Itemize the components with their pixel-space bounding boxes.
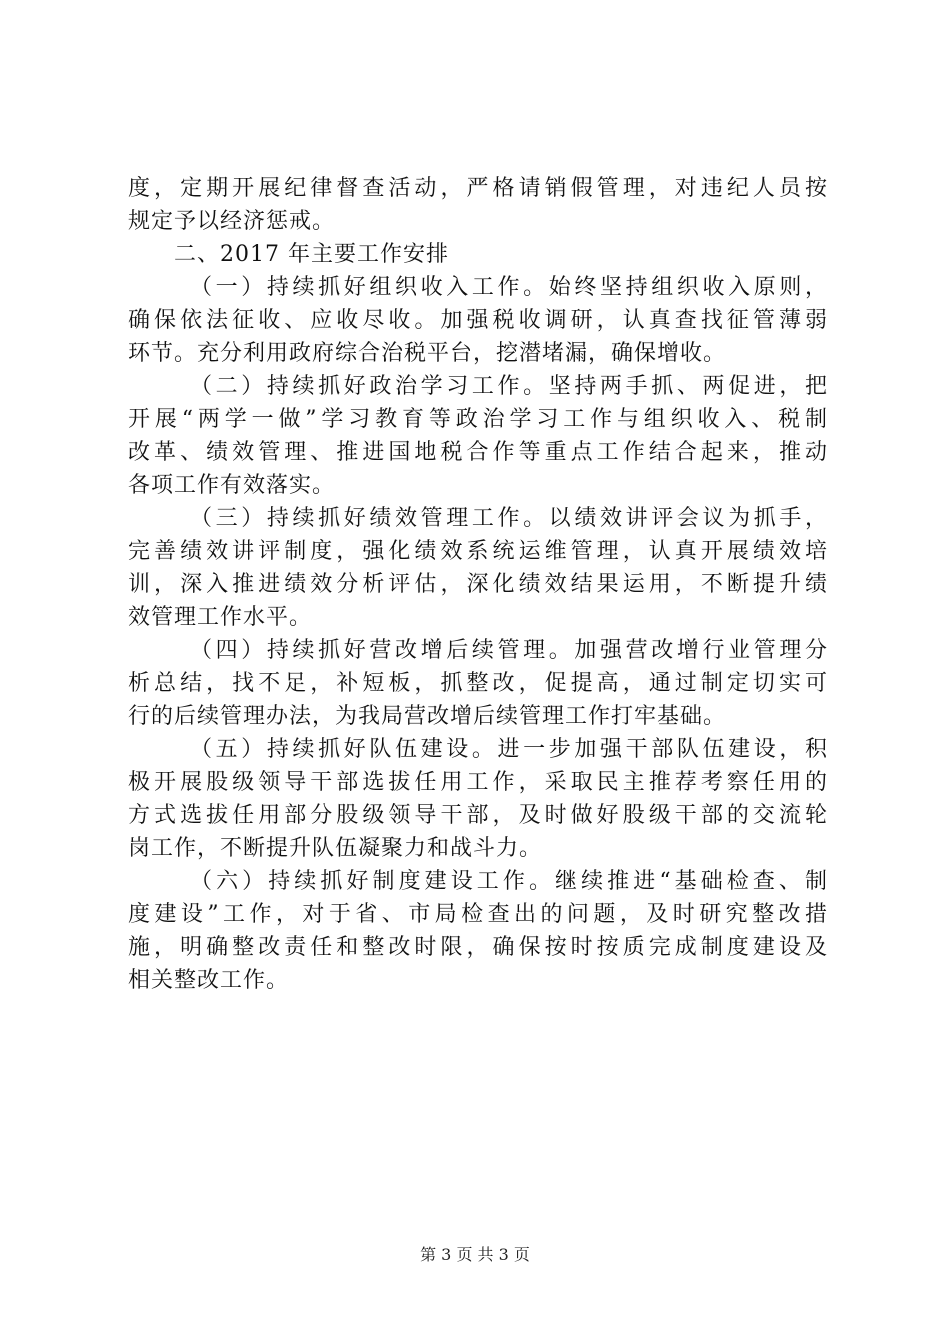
text-line: 相关整改工作。	[128, 968, 290, 993]
text-line: 完善绩效讲评制度，强化绩效系统运维管理，认真开展绩效培	[128, 539, 828, 564]
text-line: 效管理工作水平。	[128, 605, 313, 630]
text-line: 各项工作有效落实。	[128, 473, 336, 498]
text-line: 度建设”工作，对于省、市局检查出的问题，及时研究整改措	[128, 902, 828, 927]
paragraph-start: （五）持续抓好队伍建设。进一步加强干部队伍建设，积	[190, 737, 828, 762]
text-line: 度，定期开展纪律督查活动，严格请销假管理，对违纪人员按	[128, 176, 828, 201]
text-line: 环节。充分利用政府综合治税平台，挖潜堵漏，确保增收。	[128, 341, 727, 366]
document-body	[128, 172, 828, 997]
page-number-footer: 第 3 页 共 3 页	[420, 1245, 530, 1264]
text-line: 确保依法征收、应收尽收。加强税收调研，认真查找征管薄弱	[128, 308, 828, 333]
text-line: 岗工作，不断提升队伍凝聚力和战斗力。	[128, 836, 543, 861]
text-line: 施，明确整改责任和整改时限，确保按时按质完成制度建设及	[128, 935, 828, 960]
text-line: 改革、绩效管理、推进国地税合作等重点工作结合起来，推动	[128, 440, 828, 465]
paragraph-start: （二）持续抓好政治学习工作。坚持两手抓、两促进，把	[190, 374, 828, 399]
paragraph-start: （三）持续抓好绩效管理工作。以绩效讲评会议为抓手，	[190, 506, 828, 531]
paragraph-start: （六）持续抓好制度建设工作。继续推进“基础检查、制	[190, 869, 828, 894]
text-line: 方式选拔任用部分股级领导干部，及时做好股级干部的交流轮	[128, 803, 828, 828]
paragraph-start: （一）持续抓好组织收入工作。始终坚持组织收入原则，	[190, 275, 828, 300]
text-line: 开展“两学一做”学习教育等政治学习工作与组织收入、税制	[128, 407, 828, 432]
section-heading: 二、2017 年主要工作安排	[174, 242, 449, 267]
text-line: 规定予以经济惩戒。	[128, 209, 336, 234]
text-line: 行的后续管理办法，为我局营改增后续管理工作打牢基础。	[128, 704, 727, 729]
text-line: 极开展股级领导干部选拔任用工作，采取民主推荐考察任用的	[128, 770, 828, 795]
text-line: 析总结，找不足，补短板，抓整改，促提高，通过制定切实可	[128, 671, 828, 696]
text-line: 训，深入推进绩效分析评估，深化绩效结果运用，不断提升绩	[128, 572, 828, 597]
paragraph-start: （四）持续抓好营改增后续管理。加强营改增行业管理分	[190, 638, 828, 663]
